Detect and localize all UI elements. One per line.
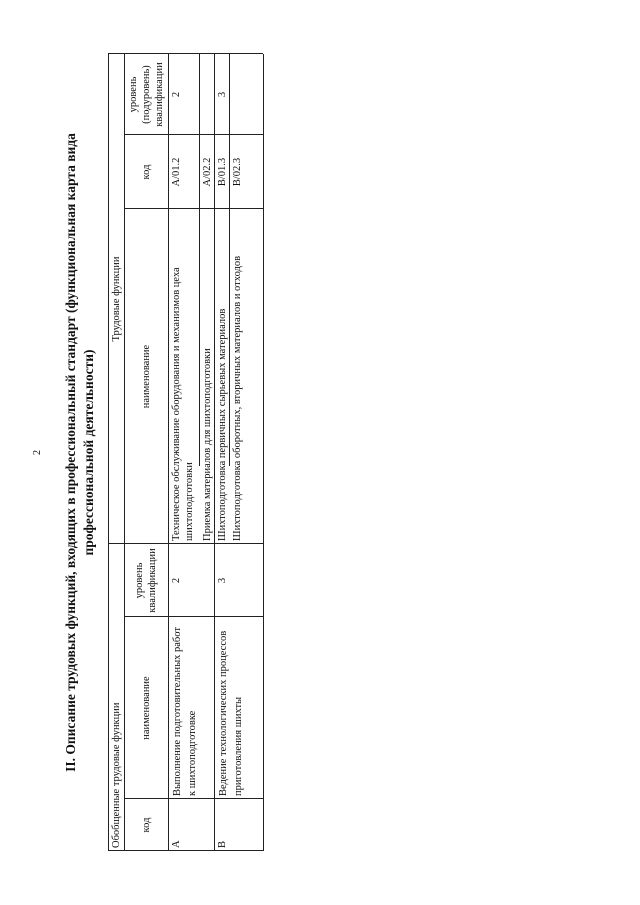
group-header-divider — [124, 54, 125, 851]
row-b-function-level: 3 — [217, 91, 228, 98]
row-b-function-2-code: В/02.3 — [232, 157, 243, 187]
header-code: код — [141, 817, 152, 833]
header-function-code: код — [141, 164, 152, 180]
functions-table — [108, 54, 263, 851]
row-b-function-1-code: В/01.3 — [217, 157, 228, 187]
header-function-name: наименование — [141, 344, 152, 409]
row-a-function-level: 2 — [171, 91, 182, 98]
section-title-line-1: II. Описание трудовых функций, входящих в профессиональный стандарт (функциональная карта вида — [63, 133, 78, 772]
header-function-level: уровень (подуровень) квалификации — [128, 62, 165, 127]
header-name: наименование — [141, 676, 152, 740]
row-a-function-1-name: Техническое обслуживание оборудования и механизмов цеха шихтоподготовки — [171, 267, 195, 541]
row-b-name: Ведение технологических процессов приготовления шихты — [218, 630, 244, 796]
row-b-code: В — [217, 840, 228, 848]
row-a-function-2-name: Приемка материалов для шихтоподготовки — [202, 348, 213, 541]
row-b-level: 3 — [217, 577, 228, 584]
row-b-function-1-name: Шихтоподготовка первичных сырьевых материалов — [217, 308, 228, 541]
row-a-level: 2 — [171, 577, 182, 584]
table-border-bottom — [263, 54, 264, 851]
table-border-left — [108, 850, 263, 851]
group-header-labor: Трудовые функции — [111, 256, 122, 342]
row-a-function-1-code: А/01.2 — [171, 157, 182, 187]
row-a-name: Выполнение подготовительных работ к шихтоподготовке — [172, 627, 198, 796]
row-b-function-2-name: Шихтоподготовка оборотных, вторичных материалов и отходов — [232, 255, 243, 541]
group-header-generalized: Обобщенные трудовые функции — [111, 702, 122, 848]
section-title-line-2: профессиональной деятельности) — [81, 349, 96, 556]
header-level: уровень квалификации — [134, 548, 158, 613]
row-a-code: А — [171, 840, 182, 848]
page-number: 2 — [32, 450, 43, 455]
row-a-function-2-code: А/02.2 — [202, 157, 213, 187]
